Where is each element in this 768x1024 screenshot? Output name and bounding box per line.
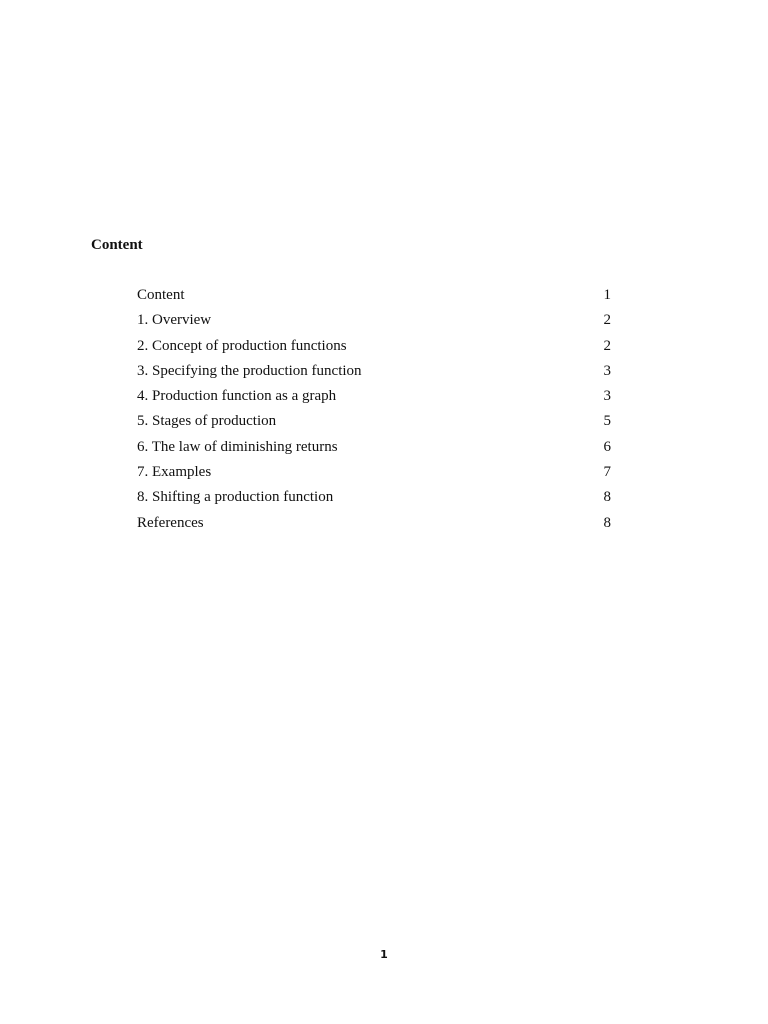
toc-entry-page: 6 [603, 438, 611, 455]
table-of-contents [137, 285, 611, 538]
toc-row-stages [137, 411, 611, 436]
toc-entry-page: 2 [603, 337, 611, 354]
toc-entry-title: 5. Stages of production [137, 413, 277, 430]
toc-entry-title: 7. Examples [137, 464, 212, 481]
toc-entry-title: 2. Concept of production functions [137, 337, 347, 354]
toc-entry-page: 8 [603, 514, 611, 531]
toc-entry-title: 4. Production function as a graph [137, 388, 337, 405]
toc-row-content [137, 285, 611, 310]
toc-entry-page: 2 [603, 312, 611, 329]
toc-row-concept [137, 336, 611, 361]
toc-entry-title: 1. Overview [137, 312, 212, 329]
toc-entry-title: 3. Specifying the production function [137, 362, 362, 379]
toc-entry-page: 7 [603, 464, 611, 481]
toc-entry-title: References [137, 514, 204, 531]
toc-entry-page: 8 [603, 489, 611, 506]
toc-entry-page: 3 [603, 388, 611, 405]
page-number: 1 [380, 948, 388, 961]
toc-row-overview [137, 310, 611, 335]
toc-entry-title: 8. Shifting a production function [137, 489, 334, 506]
toc-entry-title: Content [137, 287, 185, 303]
toc-row-references [137, 513, 611, 538]
toc-entry-page: 5 [603, 413, 611, 430]
toc-entry-page: 3 [603, 362, 611, 379]
page-heading: Content [91, 237, 143, 253]
toc-row-diminishing-returns [137, 437, 611, 462]
toc-entry-page: 1 [603, 287, 611, 303]
toc-entry-title: 6. The law of diminishing returns [137, 438, 338, 455]
toc-row-graph [137, 386, 611, 411]
toc-row-shifting [137, 487, 611, 512]
toc-row-specifying [137, 361, 611, 386]
toc-row-examples [137, 462, 611, 487]
